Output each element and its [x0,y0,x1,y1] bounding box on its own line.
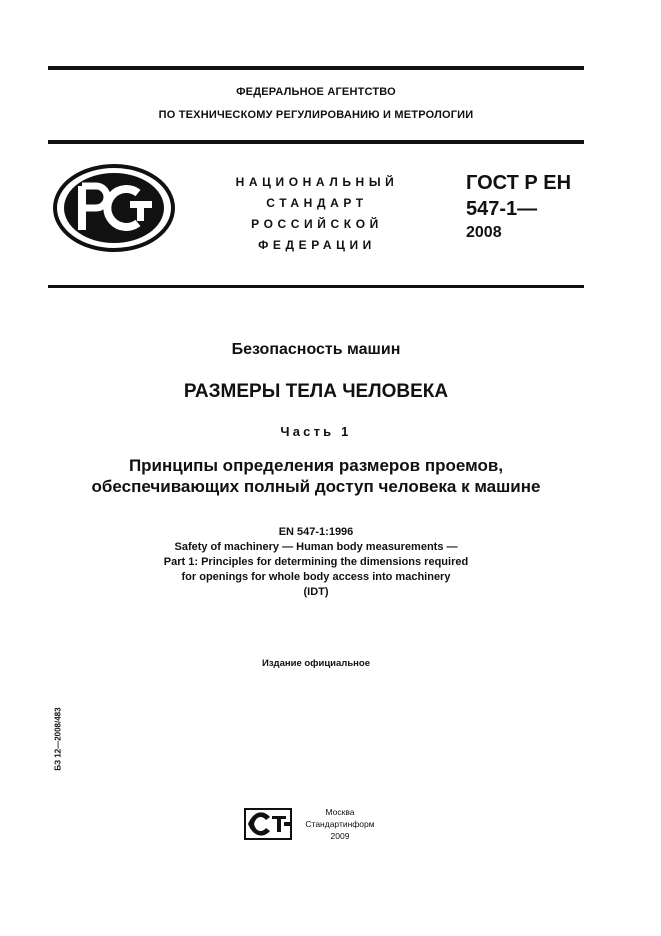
title-divider [48,285,584,288]
publisher-name: Стандартинформ [305,819,375,829]
header-divider [48,140,584,144]
en-reference-line: Part 1: Principles for determining the dimensions required [163,556,469,568]
designation-line2: 547-1— [466,198,538,220]
top-divider [48,66,584,70]
title-group: Безопасность машин [231,341,401,358]
subtitle-line: Принципы определения размеров проемов, [128,456,504,475]
designation-year: 2008 [466,224,502,241]
document-subtitle [48,455,584,497]
subtitle-line: обеспечивающих полный доступ человека к машине [91,477,541,496]
standard-type-line: СТАНДАРТ [266,196,368,210]
en-reference-line: for openings for whole body access into machinery [181,571,451,583]
standard-designation [466,170,571,244]
publisher-year: 2009 [330,831,350,841]
standard-type-line: РОССИЙСКОЙ [251,217,383,231]
side-note [44,691,72,787]
en-reference-line: EN 547-1:1996 [278,526,354,538]
en-reference-line: Safety of machinery — Human body measurements — [174,541,458,553]
side-note-text: БЗ 12—2008/483 [53,707,63,771]
publisher-block [294,806,386,842]
page-title: РАЗМЕРЫ ТЕЛА ЧЕЛОВЕКА [183,381,449,402]
designation-line1: ГОСТ Р ЕН [466,172,572,194]
standard-type-line: НАЦИОНАЛЬНЫЙ [235,175,399,189]
edition-label: Издание официальное [262,658,370,669]
part-label: Часть 1 [280,424,352,439]
agency-name-line2: ПО ТЕХНИЧЕСКОМУ РЕГУЛИРОВАНИЮ И МЕТРОЛОГИИ [158,109,474,121]
standard-type-block [222,172,412,256]
agency-name-line1: ФЕДЕРАЛЬНОЕ АГЕНТСТВО [236,86,396,98]
rst-conformity-mark-icon [52,163,176,253]
en-reference-line: (IDT) [303,586,329,598]
standard-type-line: ФЕДЕРАЦИИ [258,238,376,252]
publisher-city: Москва [325,807,355,817]
standartinform-logo-icon [244,808,292,840]
en-reference-block [48,525,584,600]
